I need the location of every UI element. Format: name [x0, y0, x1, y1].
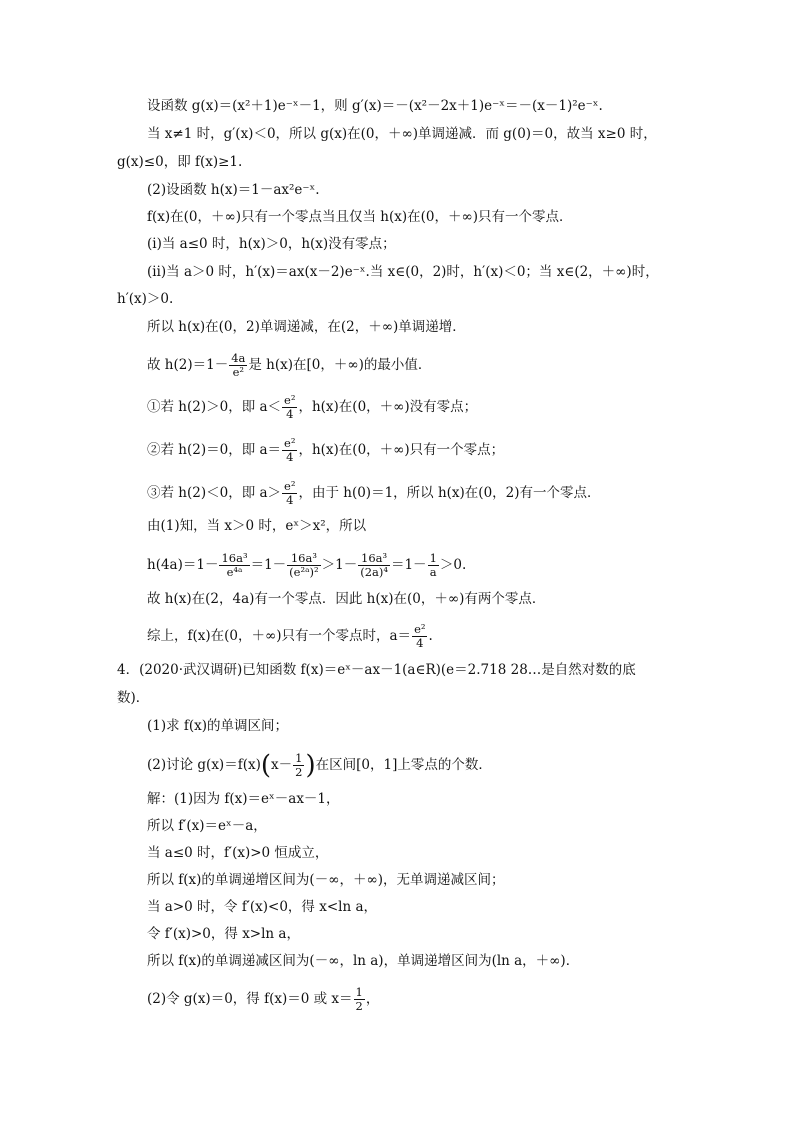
fraction-numerator: 16a³ — [287, 552, 320, 566]
formula-line — [147, 752, 492, 779]
fraction-denominator: e² — [232, 365, 244, 379]
text-line: f(x)在(0，＋∞)只有一个零点当且仅当 h(x)在(0，＋∞)只有一个零点． — [147, 209, 573, 225]
fraction — [219, 552, 249, 579]
formula-text: ①若 h(2)＞0，即 a＜ — [147, 399, 282, 415]
formula-line — [147, 623, 433, 650]
text-line: (2)设函数 h(x)＝1－ax²e⁻ˣ. — [147, 182, 320, 198]
formula-text: ，h(x)在(0，＋∞)没有零点； — [298, 399, 478, 415]
formula-text: ＝1－ — [250, 557, 287, 573]
formula-line — [147, 986, 379, 1013]
fraction-numerator: 16a³ — [221, 551, 248, 565]
formula-text: . — [428, 628, 433, 644]
text-line: 由(1)知，当 x＞0 时，eˣ＞x²，所以 — [147, 518, 367, 534]
text-line: 所以 f(x)的单调递增区间为(－∞，＋∞)，无单调递减区间； — [147, 872, 505, 888]
text-line: 解：(1)因为 f(x)＝eˣ－ax－1， — [147, 791, 340, 807]
right-paren: ) — [305, 750, 316, 781]
fraction-numerator: 1 — [295, 751, 303, 765]
problem-statement: 4．(2020·武汉调研)已知函数 f(x)＝eˣ－ax－1(a∈R)(e＝2.718 28…是自然对数的底 — [117, 662, 636, 678]
text-line: (1)求 f(x)的单调区间； — [147, 718, 289, 734]
formula-text: ③若 h(2)＜0，即 a＞ — [147, 485, 282, 501]
fraction-numerator: e² — [284, 436, 296, 450]
fraction-denominator: e⁴ᵃ — [226, 565, 243, 579]
fraction — [428, 552, 439, 579]
text-line: 当 a≤0 时，f′(x)>0 恒成立， — [147, 845, 329, 861]
fraction-denominator: 2 — [355, 999, 363, 1013]
text-line: 故 h(x)在(2，4a)有一个零点．因此 h(x)在(0，＋∞)有两个零点． — [147, 591, 546, 607]
formula-line — [147, 437, 504, 464]
text-line: 所以 f′(x)＝eˣ－a， — [147, 818, 267, 834]
fraction-numerator: 16a³ — [358, 552, 390, 566]
formula-line — [147, 394, 477, 421]
formula-text: ， — [365, 991, 380, 1007]
fraction-numerator: e² — [284, 479, 296, 493]
formula-text: ②若 h(2)＝0，即 a＝ — [147, 442, 282, 458]
formula-line — [147, 352, 431, 379]
fraction-numerator: 1 — [355, 985, 363, 999]
text-line: 所以 f(x)的单调递减区间为(－∞，ln a)，单调递增区间为(ln a，＋∞)． — [147, 953, 580, 969]
formula-line — [147, 480, 601, 507]
fraction — [229, 352, 247, 379]
fraction — [282, 437, 297, 464]
fraction — [282, 480, 297, 507]
text-line: 令 f′(x)>0，得 x>ln a， — [147, 926, 300, 942]
formula-text: 在区间[0，1]上零点的个数． — [315, 757, 492, 773]
text-line: g(x)≤0，即 f(x)≥1. — [117, 154, 243, 170]
formula-text: 综上，f(x)在(0，＋∞)只有一个零点时，a＝ — [147, 628, 412, 644]
formula-text: ，由于 h(0)＝1，所以 h(x)在(0，2)有一个零点． — [298, 485, 601, 501]
fraction-denominator: 4 — [286, 450, 294, 464]
formula-text: (2)讨论 g(x)＝f(x) — [147, 757, 261, 773]
left-paren: ( — [260, 750, 272, 781]
text-line: (ⅰ)当 a≤0 时，h(x)＞0，h(x)没有零点； — [147, 236, 396, 252]
text-line: (ⅱ)当 a＞0 时，h′(x)＝ax(x－2)e⁻ˣ.当 x∈(0，2)时，h′(x)＜0；当 x∈(2，＋∞)时， — [147, 264, 659, 280]
text-line: 当 a>0 时，令 f′(x)<0，得 x<ln a， — [147, 899, 378, 915]
formula-text: (2)令 g(x)＝0，得 f(x)＝0 或 x＝ — [147, 991, 353, 1007]
text-line: 设函数 g(x)＝(x²＋1)e⁻ˣ－1，则 g′(x)＝－(x²－2x＋1)e⁻ˣ＝－(x－1)²e⁻ˣ. — [147, 98, 603, 114]
formula-text: 故 h(2)＝1－ — [147, 357, 229, 373]
fraction — [412, 623, 427, 650]
formula-line — [147, 552, 466, 579]
formula-text: ＞1－ — [321, 557, 358, 573]
fraction — [358, 552, 390, 579]
formula-text: h(4a)＝1－ — [147, 557, 219, 573]
fraction — [293, 752, 304, 779]
formula-text: ＞0. — [439, 557, 467, 573]
text-line: h′(x)＞0. — [117, 291, 174, 307]
fraction-numerator: 1 — [429, 551, 437, 565]
text-line: 所以 h(x)在(0，2)单调递减，在(2，＋∞)单调递增． — [147, 319, 466, 335]
fraction-denominator: 4 — [416, 636, 424, 650]
fraction — [287, 552, 320, 579]
formula-text: ＝1－ — [390, 557, 427, 573]
fraction-denominator: (2a)⁴ — [360, 565, 388, 579]
fraction-denominator: 2 — [295, 765, 303, 779]
text-line: 当 x≠1 时，g′(x)＜0，所以 g(x)在(0，＋∞)单调递减．而 g(0)＝0，故当 x≥0 时， — [147, 126, 657, 142]
fraction-numerator: e² — [284, 393, 296, 407]
fraction-denominator: 4 — [286, 407, 294, 421]
fraction — [354, 986, 365, 1013]
fraction — [282, 394, 297, 421]
fraction-denominator: a — [429, 565, 437, 579]
fraction-denominator: 4 — [286, 493, 294, 507]
fraction-denominator: (e²ᵃ)² — [289, 565, 319, 579]
fraction-numerator: e² — [414, 622, 426, 636]
formula-text: ，h(x)在(0，＋∞)只有一个零点； — [298, 442, 505, 458]
formula-text: x－ — [271, 757, 293, 773]
fraction-numerator: 4a — [231, 351, 246, 365]
text-line: 数)． — [117, 690, 150, 706]
formula-text: 是 h(x)在[0，＋∞)的最小值． — [248, 357, 432, 373]
